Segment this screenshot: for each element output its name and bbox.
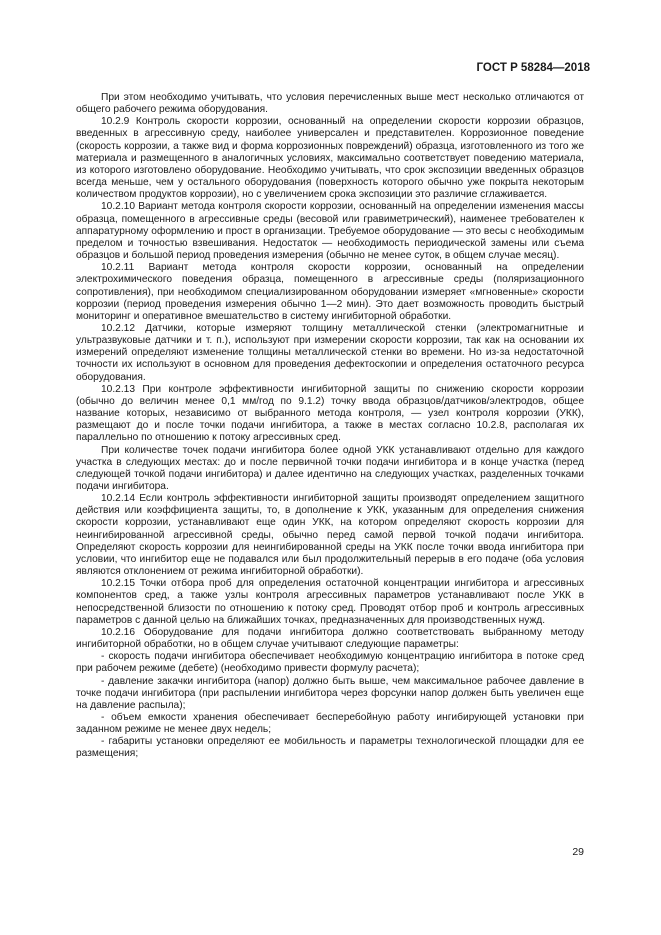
list-item: - объем емкости хранения обеспечивает бесперебойную работу ингибирующей установки при заданном режиме не менее двух недель; xyxy=(76,711,584,736)
paragraph: 10.2.15 Точки отбора проб для определения остаточной концентрации ингибитора и агрессивных компонентов сред, а также узлы контроля агрессивных параметров устанавливают после УКК в непосредственной близости по отношению к потоку сред. Проводят отбор проб и контроль агрессивных параметров с данной целью на ближайших точках, предназначенных для производственных нужд. xyxy=(76,578,584,626)
paragraph: 10.2.16 Оборудование для подачи ингибитора должно соответствовать выбранному методу ингибиторной обработки, но в общем случае учитывают следующие параметры: xyxy=(76,626,584,651)
paragraph: 10.2.11 Вариант метода контроля скорости коррозии, основанный на определении электрохимического поведения образца, помещенного в агрессивные среды (поляризационного сопротивления), при необходимом специализированном оборудовании измеряет «мгновенные» скорости коррозии (период проведения измерения обычно 1—2 мин). Это дает возможность проводить быстрый мониторинг и оперативное вмешательство в систему ингибиторной обработки. xyxy=(76,262,584,322)
document-body xyxy=(76,92,584,761)
list-item: - давление закачки ингибитора (напор) должно быть выше, чем максимальное рабочее давление в точке подачи ингибитора (при распылении ингибитора через форсунки напор должен быть увеличен еще на давление распыла); xyxy=(76,675,584,711)
paragraph: 10.2.9 Контроль скорости коррозии, основанный на определении скорости коррозии образцов, введенных в агрессивную среду, наиболее универсален и представителен. Коррозионное поведение (скорость коррозии, а также вид и форма коррозионных повреждений) образца, изготовленного из того же материала и размещенного в аналогичных условиях, максимально соответствует поведению материала, из которого изготовлено оборудование. Необходимо учитывать, что срок экспозиции введенных образцов всегда меньше, чем у остального оборудования (поверхность которого обычно уже покрыта некоторым количеством продуктов коррозии), но с увеличением срока экспозиции это различие сглаживается. xyxy=(76,116,584,201)
paragraph: При этом необходимо учитывать, что условия перечисленных выше мест несколько отличаются от общего рабочего режима оборудования. xyxy=(76,92,584,116)
document-code-header: ГОСТ Р 58284—2018 xyxy=(476,62,590,74)
paragraph: 10.2.12 Датчики, которые измеряют толщину металлической стенки (электромагнитные и ультразвуковые датчики и т. п.), используют при измерении скорости коррозии, так как на основании их измерений определяют изменение толщины металлической стенки во времени. Но из-за недостаточной точности их используют в основном для проведения дефектоскопии и определения остаточного ресурса оборудования. xyxy=(76,322,584,383)
page-number: 29 xyxy=(572,846,584,858)
paragraph: При количестве точек подачи ингибитора более одной УКК устанавливают отдельно для каждого участка в следующих местах: до и после первичной точки подачи ингибитора и в конце участка (перед следующей точкой подачи ингибитора) и далее идентично на следующих участках, разделенных точками подачи ингибитора. xyxy=(76,444,584,492)
list-item: - габариты установки определяют ее мобильность и параметры технологической площадки для ее размещения; xyxy=(76,736,584,760)
paragraph: 10.2.13 При контроле эффективности ингибиторной защиты по снижению скорости коррозии (обычно до величин менее 0,1 мм/год по 9.1.2) точку ввода образцов/датчиков/электродов, общее название которых, независимо от выбранного метода контроля, — узел контроля коррозии (УКК), размещают до и после точки подачи ингибитора, а также в местах согласно 10.2.8, располагая их параллельно по отношению к потоку агрессивных сред. xyxy=(76,383,584,444)
paragraph: 10.2.10 Вариант метода контроля скорости коррозии, основанный на определении изменения массы образца, помещенного в агрессивные среды (весовой или гравиметрический), наименее требователен к аппаратурному оформлению и прост в организации. Требуемое оборудование — это весы с необходимым пределом и точностью взвешивания. Недостаток — необходимость периодической замены или съема образцов и большой период проведения измерения (обычно не менее суток, в общем случае месяц). xyxy=(76,201,584,262)
paragraph: 10.2.14 Если контроль эффективности ингибиторной защиты производят определением защитного действия или коэффициента защиты, то, в дополнение к УКК, указанным для определения снижения скорости коррозии, устанавливают еще один УКК, на котором определяют скорость коррозии для неингибированной агрессивной среды, обычно перед самой первой точкой подачи ингибитора. Определяют скорость коррозии для неингибированной среды на УКК после точки ввода ингибитора при условии, что ингибитор еще не подавался или был продолжительный перерыв в его подаче (оба условия являются отклонением от режима ингибиторной обработки). xyxy=(76,493,584,578)
list-item: - скорость подачи ингибитора обеспечивает необходимую концентрацию ингибитора в потоке сред при рабочем режиме (дебете) (необходимо привести формулу расчета); xyxy=(76,651,584,675)
